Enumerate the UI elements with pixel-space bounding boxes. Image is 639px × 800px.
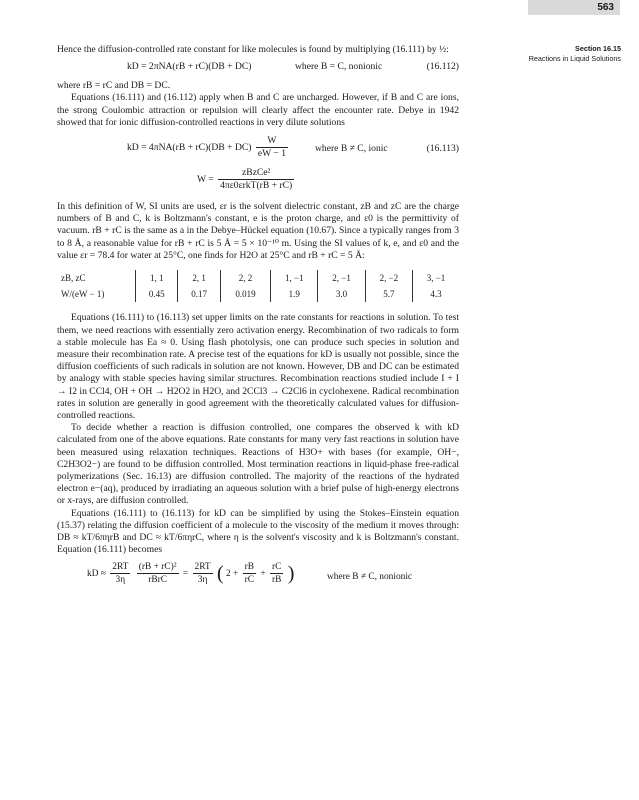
equation-16-112 (57, 56, 459, 80)
fraction-numerator: W (256, 135, 288, 148)
equation-condition: where B ≠ C, nonionic (327, 571, 413, 582)
equation-lhs-text: W = (197, 173, 214, 185)
equation-condition: where B ≠ C, ionic (315, 143, 388, 155)
equation-lhs-text: kD = 4πNA(rB + rC)(DB + DC) (127, 141, 252, 153)
equation-lhs: kD = 2πNA(rB + rC)(DB + DC) (127, 61, 252, 73)
paragraph-intro: Hence the diffusion-controlled rate constant for like molecules is found by multiplying (16.111) by ½: (57, 44, 449, 55)
body-column (57, 44, 459, 599)
table-header-cell: 3, −1 (413, 270, 459, 286)
equation-simplified (57, 557, 459, 599)
fraction (110, 561, 130, 586)
fraction-denominator: eW − 1 (257, 148, 287, 160)
paragraph-upper-limits: Equations (16.111) to (16.113) set upper limits on the rate constants for reactions in solution. To test them, we need reactions with essentially zero activation energy. Recombination of two radicals to form a stable molecule has Ea ≈ 0. Using flash photolysis, one can produce such species in solution and measure their recombination rate. A precise test of the equations for kD is usually not possible, since the diffusion coefficients of such radicals in solution are not known. However, DB and DC can be estimated by analogy with stable species having similar structures. Recombination reactions studied include I + I → I2 in CCl4, OH + OH → H2O2 in H2O, and 2CCl3 → C2Cl6 in cyclohexene. Radical recombination rates in solution are generally in good agreement with the theoretically calculated values for diffusion-controlled reactions. (57, 312, 459, 422)
section-title: Reactions in Liquid Solutions (528, 54, 621, 63)
fraction-denominator: 4πε0εrkT(rB + rC) (220, 180, 293, 192)
table-cell: 5.7 (365, 286, 412, 302)
open-paren: ( (216, 562, 224, 585)
table-header-cell: 2, 2 (220, 270, 270, 286)
two-plus: 2 + (225, 568, 239, 579)
page-number: 563 (528, 0, 620, 15)
paragraph-decide: To decide whether a reaction is diffusion controlled, one compares the observed k with kD calculated from one of the above equations. Rate constants for many very fast reactions in solution have been measured using relaxation techniques. Reactions of H3O+ with bases (for example, OH−, C2H3O2−) are found to be diffusion controlled. Most termination reactions in liquid-phase free-radical polymerizations (Sec. 16.13) are diffusion controlled. The majority of the reactions of the hydrated electron e−(aq), produced by irradiating an aqueous solution with a brief pulse of high-energy electrons or x-rays, are diffusion controlled. (57, 422, 459, 507)
fraction-denominator: rB (272, 574, 282, 585)
paragraph-definition: In this definition of W, SI units are used, εr is the solvent dielectric constant, zB and zC are the charge numbers of B and C, k is Boltzmann's constant, e is the proton charge, and ε0 is the permittivity of vacuum. rB + rC is the same as a in the Debye–Hückel equation (10.67). Since a typically ranges from 3 to 8 Å, a reasonable value for rB + rC is 5 Å = 5 × 10⁻¹⁰ m. Using the SI values of k, e, and ε0 and the value εr = 78.4 for water at 25°C, one finds for H2O at 25°C and rB + rC = 5 Å: (57, 201, 459, 261)
table-cell: 0.17 (178, 286, 220, 302)
fraction (256, 135, 288, 160)
table-cell: 4.3 (413, 286, 459, 302)
fraction-denominator: 3η (197, 574, 208, 585)
equation-lhs (127, 135, 290, 160)
fraction (243, 561, 256, 586)
table-row (57, 286, 459, 302)
w-values-table (57, 270, 459, 302)
fraction-denominator: rC (244, 574, 255, 585)
table-cell: 0.019 (220, 286, 270, 302)
section-label: Section 16.15 (575, 44, 621, 53)
close-paren: ) (287, 562, 295, 585)
table-header-cell: 1, 1 (136, 270, 178, 286)
row-label: W/(eW − 1) (61, 289, 105, 300)
table-cell: 3.0 (318, 286, 365, 302)
paragraph-apply: Equations (16.111) and (16.112) apply when B and C are uncharged. However, if B and C are ions, the strong Coulombic attraction or repulsion will clearly affect the encounter rate. Debye in 1942 showed that for ionic diffusion-controlled reactions in very dilute solutions (57, 92, 459, 128)
paragraph-where: where rB = rC and DB = DC. (57, 80, 171, 92)
plus-sign: + (260, 568, 266, 579)
equation-condition: where B = C, nonionic (295, 61, 383, 73)
fraction-numerator: zBzCe² (218, 167, 294, 180)
fraction-numerator: rB (243, 561, 256, 574)
fraction-numerator: (rB + rC)² (137, 561, 179, 574)
fraction (137, 561, 179, 586)
table-cell: 1.9 (271, 286, 318, 302)
equation-lhs-text: kD ≈ (87, 568, 106, 579)
fraction-numerator: 2RT (110, 561, 130, 574)
equation-W (57, 167, 459, 201)
table-header-cell: 1, −1 (271, 270, 318, 286)
fraction-denominator: 3η (115, 574, 126, 585)
table-row (57, 270, 459, 286)
fraction-numerator: rC (270, 561, 283, 574)
fraction-numerator: 2RT (193, 561, 213, 574)
equals-sign: = (182, 568, 189, 579)
fraction (193, 561, 213, 586)
row-label: zB, zC (61, 273, 86, 284)
fraction (218, 167, 294, 192)
section-header (529, 44, 621, 64)
equation-number: (16.113) (426, 143, 459, 155)
table-header-cell: 2, 1 (178, 270, 220, 286)
equation-number: (16.112) (426, 61, 459, 73)
fraction (270, 561, 283, 586)
fraction-denominator: rBrC (148, 574, 168, 585)
equation-16-113 (57, 129, 459, 167)
equation-body (87, 561, 294, 586)
table-cell: 0.45 (136, 286, 178, 302)
table-header-cell: 2, −2 (365, 270, 412, 286)
table-header-cell: 2, −1 (318, 270, 365, 286)
equation-lhs (197, 167, 296, 192)
paragraph-simplify: Equations (16.111) to (16.113) for kD can be simplified by using the Stokes–Einstein equation (15.37) relating the diffusion coefficient of a molecule to the viscosity of the medium it moves through: DB ≈ kT/6πηrB and DC ≈ kT/6πηrC, where η is the solvent's viscosity and k is Boltzmann's constant. Equation (16.111) becomes (57, 507, 459, 556)
